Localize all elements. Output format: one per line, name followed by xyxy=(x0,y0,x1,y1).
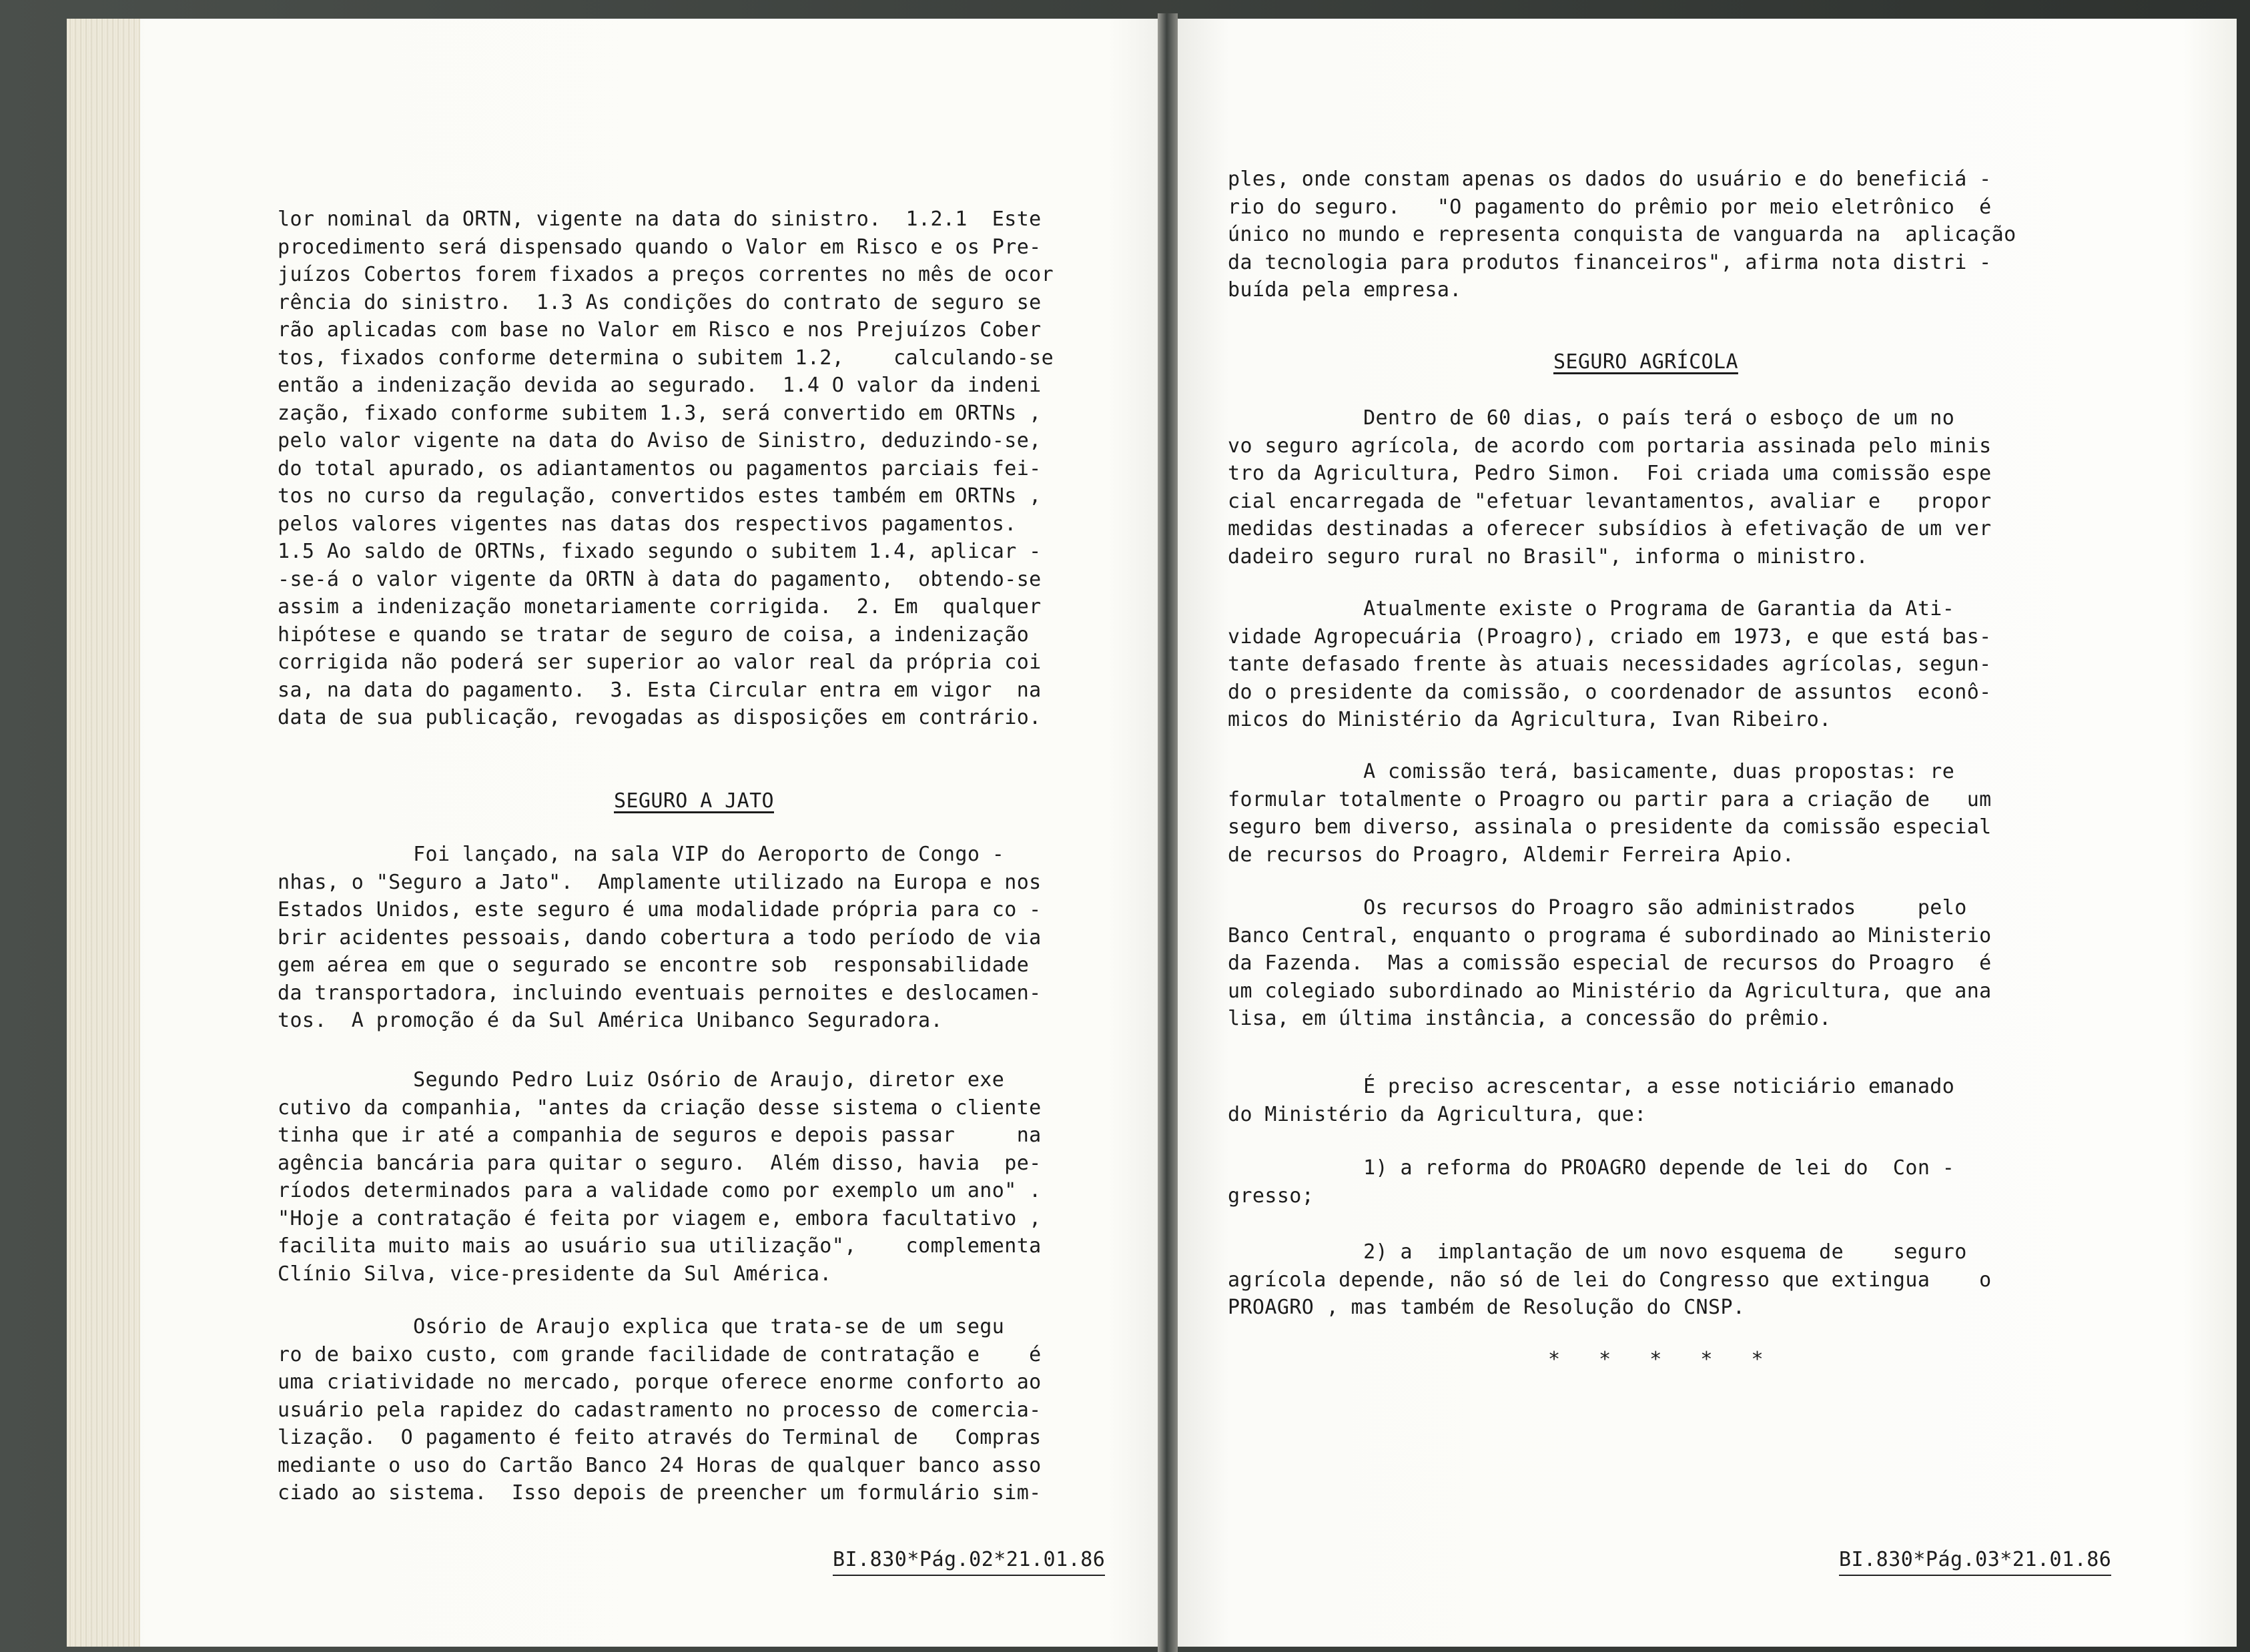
right-paragraph-5 xyxy=(1228,894,1992,1033)
text-line: procedimento será dispensado quando o Valor em Risco e os Pre- xyxy=(278,235,1042,259)
right-paragraph-2 xyxy=(1228,404,1992,570)
text-line: pelo valor vigente na data do Aviso de Sinistro, deduzindo-se, xyxy=(278,429,1042,452)
text-line: gem aérea em que o segurado se encontre sob responsabilidade xyxy=(278,953,1030,977)
left-paragraph-4 xyxy=(278,1313,1042,1507)
text-line: nhas, o "Seguro a Jato". Amplamente utilizado na Europa e nos xyxy=(278,870,1042,894)
left-heading-seguro-a-jato: SEGURO A JATO xyxy=(614,789,774,813)
text-line: Banco Central, enquanto o programa é subordinado ao Ministerio xyxy=(1228,923,1992,947)
text-line: dadeiro seguro rural no Brasil", informa o ministro. xyxy=(1228,544,1868,568)
text-line: ríodos determinados para a validade como por exemplo um ano" . xyxy=(278,1179,1042,1202)
right-paragraph-1 xyxy=(1228,165,2016,304)
right-page-footer: BI.830*Pág.03*21.01.86 xyxy=(1839,1547,2111,1576)
text-line: agrícola depende, não só de lei do Congresso que extingua o xyxy=(1228,1268,1992,1292)
text-line: 2) a implantação de um novo esquema de seguro xyxy=(1228,1240,1967,1264)
text-line: agência bancária para quitar o seguro. Além disso, havia pe- xyxy=(278,1151,1042,1175)
text-line: 1) a reforma do PROAGRO depende de lei do Con - xyxy=(1228,1156,1955,1180)
text-line: facilita muito mais ao usuário sua utilização", complementa xyxy=(278,1234,1042,1258)
text-line: corrigida não poderá ser superior ao valor real da própria coi xyxy=(278,651,1042,674)
text-line: lisa, em última instância, a concessão do prêmio. xyxy=(1228,1007,1832,1030)
text-line: rão aplicadas com base no Valor em Risco e nos Prejuízos Cober xyxy=(278,318,1042,342)
right-paragraph-8 xyxy=(1228,1238,1992,1322)
text-line: do Ministério da Agricultura, que: xyxy=(1228,1102,1647,1126)
book-gutter xyxy=(1158,13,1178,1652)
text-line: medidas destinadas a oferecer subsídios à efetivação de um ver xyxy=(1228,517,1992,540)
text-line: formular totalmente o Proagro ou partir para a criação de um xyxy=(1228,787,1992,811)
text-line: hipótese e quando se tratar de seguro de coisa, a indenização xyxy=(278,623,1030,647)
text-line: PROAGRO , mas também de Resolução do CNSP. xyxy=(1228,1296,1746,1319)
text-line: tinha que ir até a companhia de seguros e depois passar na xyxy=(278,1124,1042,1147)
text-line: A comissão terá, basicamente, duas propostas: re xyxy=(1228,760,1955,783)
text-line: Os recursos do Proagro são administrados pelo xyxy=(1228,896,1967,919)
text-line: tos, fixados conforme determina o subitem 1.2, calculando-se xyxy=(278,346,1054,370)
text-line: tro da Agricultura, Pedro Simon. Foi criada uma comissão espe xyxy=(1228,462,1992,485)
text-line: ciado ao sistema. Isso depois de preencher um formulário sim- xyxy=(278,1481,1042,1505)
text-line: Foi lançado, na sala VIP do Aeroporto de Congo - xyxy=(278,843,1005,866)
text-line: pelos valores vigentes nas datas dos respectivos pagamentos. xyxy=(278,512,1017,536)
text-line: então a indenização devida ao segurado. 1.4 O valor da indeni xyxy=(278,374,1042,397)
text-line: "Hoje a contratação é feita por viagem e, embora facultativo , xyxy=(278,1206,1042,1230)
text-line: gresso; xyxy=(1228,1184,1315,1208)
right-heading-seguro-agricola: SEGURO AGRÍCOLA xyxy=(1553,350,1738,374)
text-line: rio do seguro. "O pagamento do prêmio por meio eletrônico é xyxy=(1228,195,1992,219)
right-paragraph-3 xyxy=(1228,595,1992,734)
text-line: seguro bem diverso, assinala o presidente da comissão especial xyxy=(1228,815,1992,839)
text-line: Atualmente existe o Programa de Garantia da Ati- xyxy=(1228,597,1955,621)
end-of-section-marks: * * * * * xyxy=(1548,1348,1764,1371)
text-line: É preciso acrescentar, a esse noticiário emanado xyxy=(1228,1075,1955,1098)
page-edges xyxy=(67,19,140,1647)
left-page-footer: BI.830*Pág.02*21.01.86 xyxy=(833,1547,1105,1576)
text-line: assim a indenização monetariamente corrigida. 2. Em qualquer xyxy=(278,595,1042,618)
text-line: tos. A promoção é da Sul América Unibanco Seguradora. xyxy=(278,1009,943,1032)
text-line: usuário pela rapidez do cadastramento no processo de comercia- xyxy=(278,1398,1042,1422)
text-line: data de sua publicação, revogadas as disposições em contrário. xyxy=(278,706,1042,729)
text-line: zação, fixado conforme subitem 1.3, será convertido em ORTNs , xyxy=(278,401,1042,425)
text-line: cial encarregada de "efetuar levantamentos, avaliar e propor xyxy=(1228,489,1992,513)
text-line: mediante o uso do Cartão Banco 24 Horas de qualquer banco asso xyxy=(278,1453,1042,1477)
text-line: tante defasado frente às atuais necessidades agrícolas, segun- xyxy=(1228,653,1992,676)
text-line: juízos Cobertos forem fixados a preços correntes no mês de ocor xyxy=(278,263,1054,286)
text-line: vidade Agropecuária (Proagro), criado em 1973, e que está bas- xyxy=(1228,625,1992,649)
right-paragraph-4 xyxy=(1228,758,1992,869)
text-line: Osório de Araujo explica que trata-se de um segu xyxy=(278,1315,1005,1338)
text-line: um colegiado subordinado ao Ministério da Agricultura, que ana xyxy=(1228,979,1992,1003)
text-line: único no mundo e representa conquista de vanguarda na aplicação xyxy=(1228,223,2016,246)
text-line: micos do Ministério da Agricultura, Ivan Ribeiro. xyxy=(1228,708,1832,731)
text-line: Dentro de 60 dias, o país terá o esboço de um no xyxy=(1228,406,1955,430)
left-paragraph-1 xyxy=(278,205,1054,732)
text-line: brir acidentes pessoais, dando cobertura a todo período de via xyxy=(278,925,1042,949)
text-line: rência do sinistro. 1.3 As condições do contrato de seguro se xyxy=(278,290,1042,314)
text-line: do o presidente da comissão, o coordenador de assuntos econô- xyxy=(1228,680,1992,704)
text-line: ro de baixo custo, com grande facilidade de contratação e é xyxy=(278,1342,1042,1366)
text-line: da transportadora, incluindo eventuais pernoites e deslocamen- xyxy=(278,981,1042,1005)
text-line: lor nominal da ORTN, vigente na data do sinistro. 1.2.1 Este xyxy=(278,208,1042,231)
left-paragraph-3 xyxy=(278,1066,1042,1288)
text-line: tos no curso da regulação, convertidos estes também em ORTNs , xyxy=(278,484,1042,508)
text-line: de recursos do Proagro, Aldemir Ferreira Apio. xyxy=(1228,843,1795,867)
text-line: Segundo Pedro Luiz Osório de Araujo, diretor exe xyxy=(278,1068,1005,1092)
text-line: lização. O pagamento é feito através do Terminal de Compras xyxy=(278,1426,1042,1449)
text-line: ples, onde constam apenas os dados do usuário e do beneficiá - xyxy=(1228,167,1992,191)
left-paragraph-2 xyxy=(278,841,1042,1035)
text-line: cutivo da companhia, "antes da criação desse sistema o cliente xyxy=(278,1096,1042,1120)
right-paragraph-6 xyxy=(1228,1073,1954,1128)
text-line: 1.5 Ao saldo de ORTNs, fixado segundo o subitem 1.4, aplicar - xyxy=(278,540,1042,563)
right-paragraph-7 xyxy=(1228,1154,1954,1210)
text-line: sa, na data do pagamento. 3. Esta Circular entra em vigor na xyxy=(278,678,1042,702)
text-line: da tecnologia para produtos financeiros", afirma nota distri - xyxy=(1228,250,1992,274)
text-line: -se-á o valor vigente da ORTN à data do pagamento, obtendo-se xyxy=(278,567,1042,591)
text-line: vo seguro agrícola, de acordo com portaria assinada pelo minis xyxy=(1228,434,1992,458)
text-line: Estados Unidos, este seguro é uma modalidade própria para co - xyxy=(278,898,1042,921)
text-line: uma criatividade no mercado, porque oferece enorme conforto ao xyxy=(278,1370,1042,1394)
text-line: buída pela empresa. xyxy=(1228,278,1462,302)
text-line: Clínio Silva, vice-presidente da Sul América. xyxy=(278,1262,832,1286)
text-line: do total apurado, os adiantamentos ou pagamentos parciais fei- xyxy=(278,456,1042,480)
text-line: da Fazenda. Mas a comissão especial de recursos do Proagro é xyxy=(1228,951,1992,975)
